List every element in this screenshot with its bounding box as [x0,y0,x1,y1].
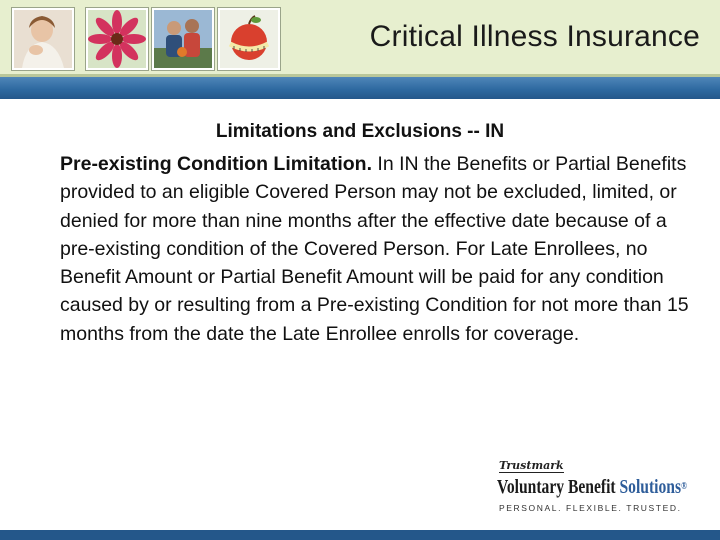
trademark-symbol: ® [681,481,687,492]
slide-heading: Limitations and Exclusions -- IN [215,121,505,142]
logo-name [497,476,687,498]
woman-photo [12,8,74,70]
couple-photo [152,8,214,70]
body-paragraph [60,150,700,348]
lead-text: Pre-existing Condition Limitation. [60,153,372,175]
blue-accent-bar [0,77,720,99]
company-logo [497,460,707,520]
logo-name-part2: Solutions [619,476,682,498]
bottom-accent-bar [0,530,720,540]
body-text: In IN the Benefits or Partial Benefits provided to an eligible Covered Person may not be excluded, limited, or denied for more than nine months after the effective date because of a pre-existing condition of the Covered Person. For Late Enrollees, no Benefit Amount or Partial Benefit Amount will be paid for any condition caused by or resulting from a Pre-existing Condition for not more than 15 months from the date the Late Enrollee enrolls for coverage. [60,153,689,345]
logo-name-part1: Voluntary Benefit [497,476,620,498]
apple-photo [218,8,280,70]
page-title: Critical Illness Insurance [369,20,700,53]
logo-tagline: PERSONAL. FLEXIBLE. TRUSTED. [499,503,682,513]
flower-photo [86,8,148,70]
header-band [0,0,720,74]
logo-brand: Trustmark [499,459,564,472]
